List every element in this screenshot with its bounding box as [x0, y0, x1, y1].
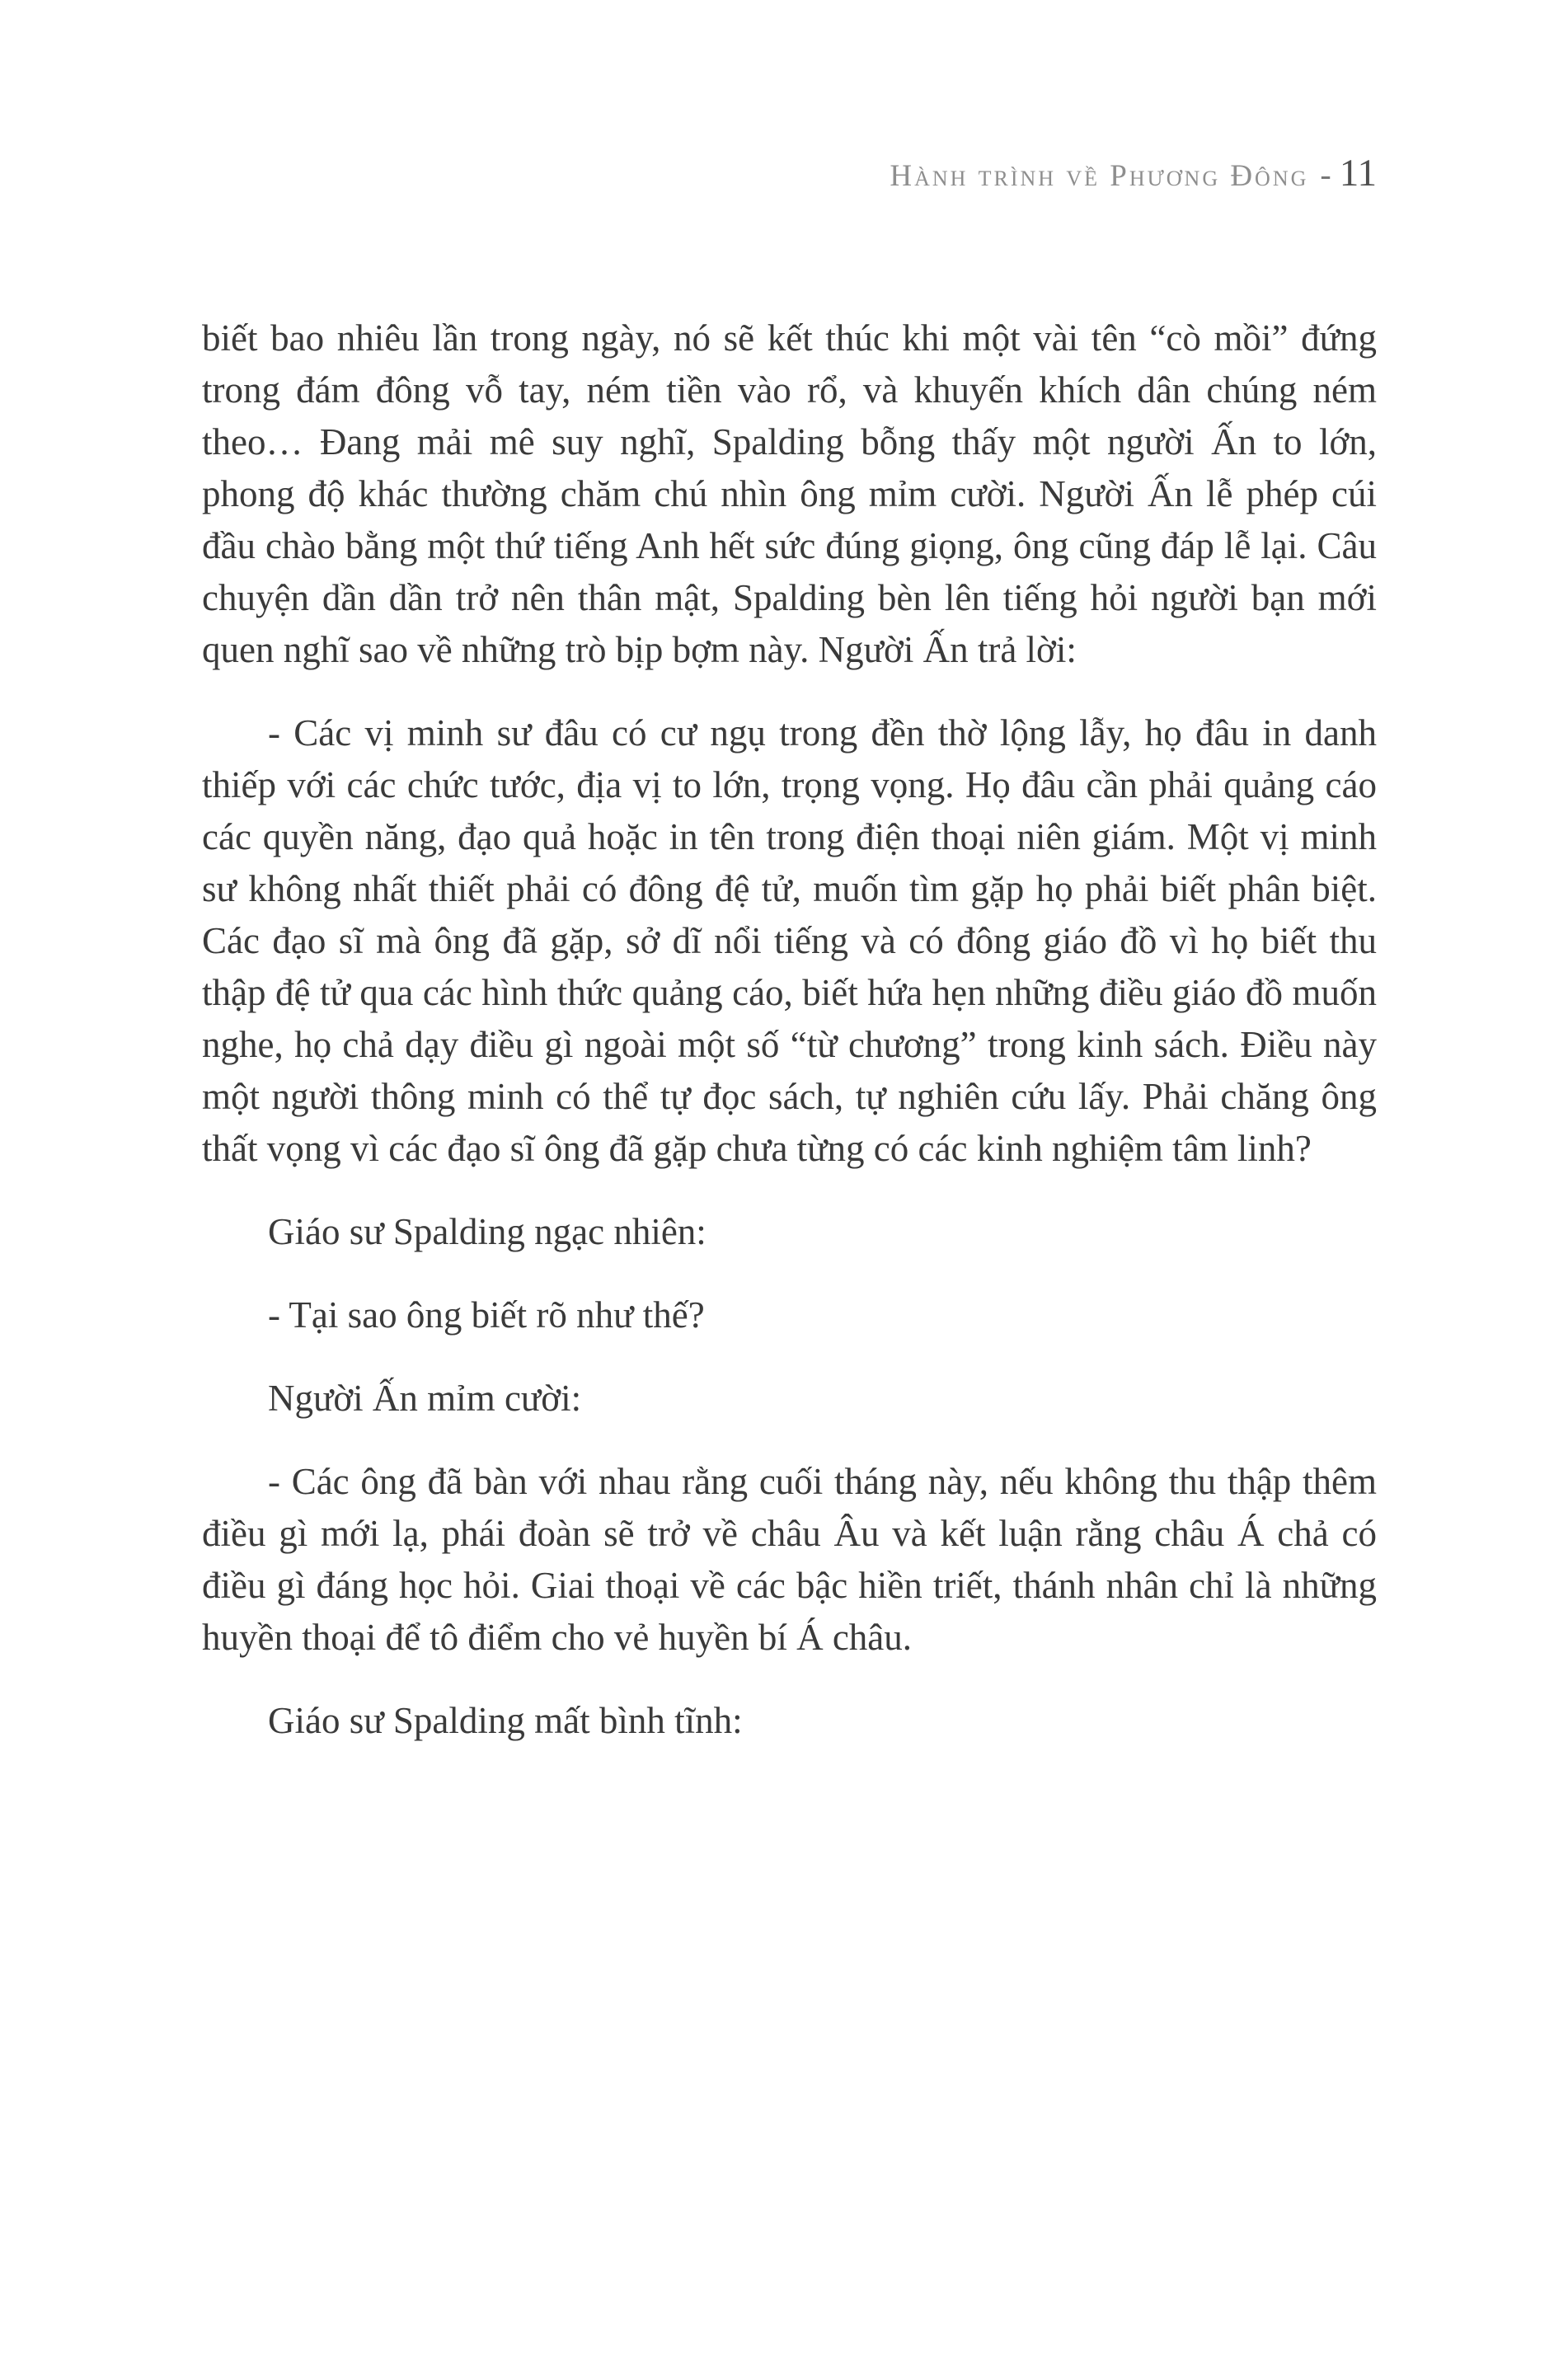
paragraph-dialogue-3: - Các ông đã bàn với nhau rằng cuối tháng này, nếu không thu thập thêm điều gì mới lạ, phái đoàn sẽ trở về châu Âu và kết luận rằng châu Á chả có điều gì đáng học hỏi. Giai thoại về các bậc hiền triết, thánh nhân chỉ là những huyền thoại để tô điểm cho vẻ huyền bí Á châu. — [202, 1461, 1377, 1658]
running-header — [202, 153, 1377, 197]
paragraph-narration-3: Giáo sư Spalding mất bình tĩnh: — [268, 1700, 743, 1741]
paragraph-dialogue-2: - Tại sao ông biết rõ như thế? — [268, 1294, 705, 1336]
paragraph-narration-2: Người Ấn mỉm cười: — [268, 1378, 582, 1419]
paragraph-narration-1: Giáo sư Spalding ngạc nhiên: — [268, 1211, 707, 1252]
paragraph-continuation: biết bao nhiêu lần trong ngày, nó sẽ kết thúc khi một vài tên “cò mồi” đứng trong đám đông vỗ tay, ném tiền vào rổ, và khuyến khích dân chúng ném theo… Đang mải mê suy nghĩ, Spalding bỗng thấy một người Ấn to lớn, phong độ khác thường chăm chú nhìn ông mỉm cười. Người Ấn lễ phép cúi đầu chào bằng một thứ tiếng Anh hết sức đúng giọng, ông cũng đáp lễ lại. Câu chuyện dần dần trở nên thân mật, Spalding bèn lên tiếng hỏi người bạn mới quen nghĩ sao về những trò bịp bợm này. Người Ấn trả lời: — [202, 317, 1377, 670]
page-body — [202, 312, 1377, 1747]
paragraph-dialogue-1: - Các vị minh sư đâu có cư ngụ trong đền thờ lộng lẫy, họ đâu in danh thiếp với các chức tước, địa vị to lớn, trọng vọng. Họ đâu cần phải quảng cáo các quyền năng, đạo quả hoặc in tên trong điện thoại niên giám. Một vị minh sư không nhất thiết phải có đông đệ tử, muốn tìm gặp họ phải biết phân biệt. Các đạo sĩ mà ông đã gặp, sở dĩ nổi tiếng và có đông giáo đồ vì họ biết thu thập đệ tử qua các hình thức quảng cáo, biết hứa hẹn những điều giáo đồ muốn nghe, họ chả dạy điều gì ngoài một số “từ chương” trong kinh sách. Điều này một người thông minh có thể tự đọc sách, tự nghiên cứu lấy. Phải chăng ông thất vọng vì các đạo sĩ ông đã gặp chưa từng có các kinh nghiệm tâm linh? — [202, 712, 1377, 1169]
book-title: Hành trình về Phương Đông — [890, 159, 1309, 193]
header-separator: - — [1320, 156, 1331, 193]
page-number: 11 — [1339, 152, 1377, 195]
text-column — [202, 153, 1377, 1747]
